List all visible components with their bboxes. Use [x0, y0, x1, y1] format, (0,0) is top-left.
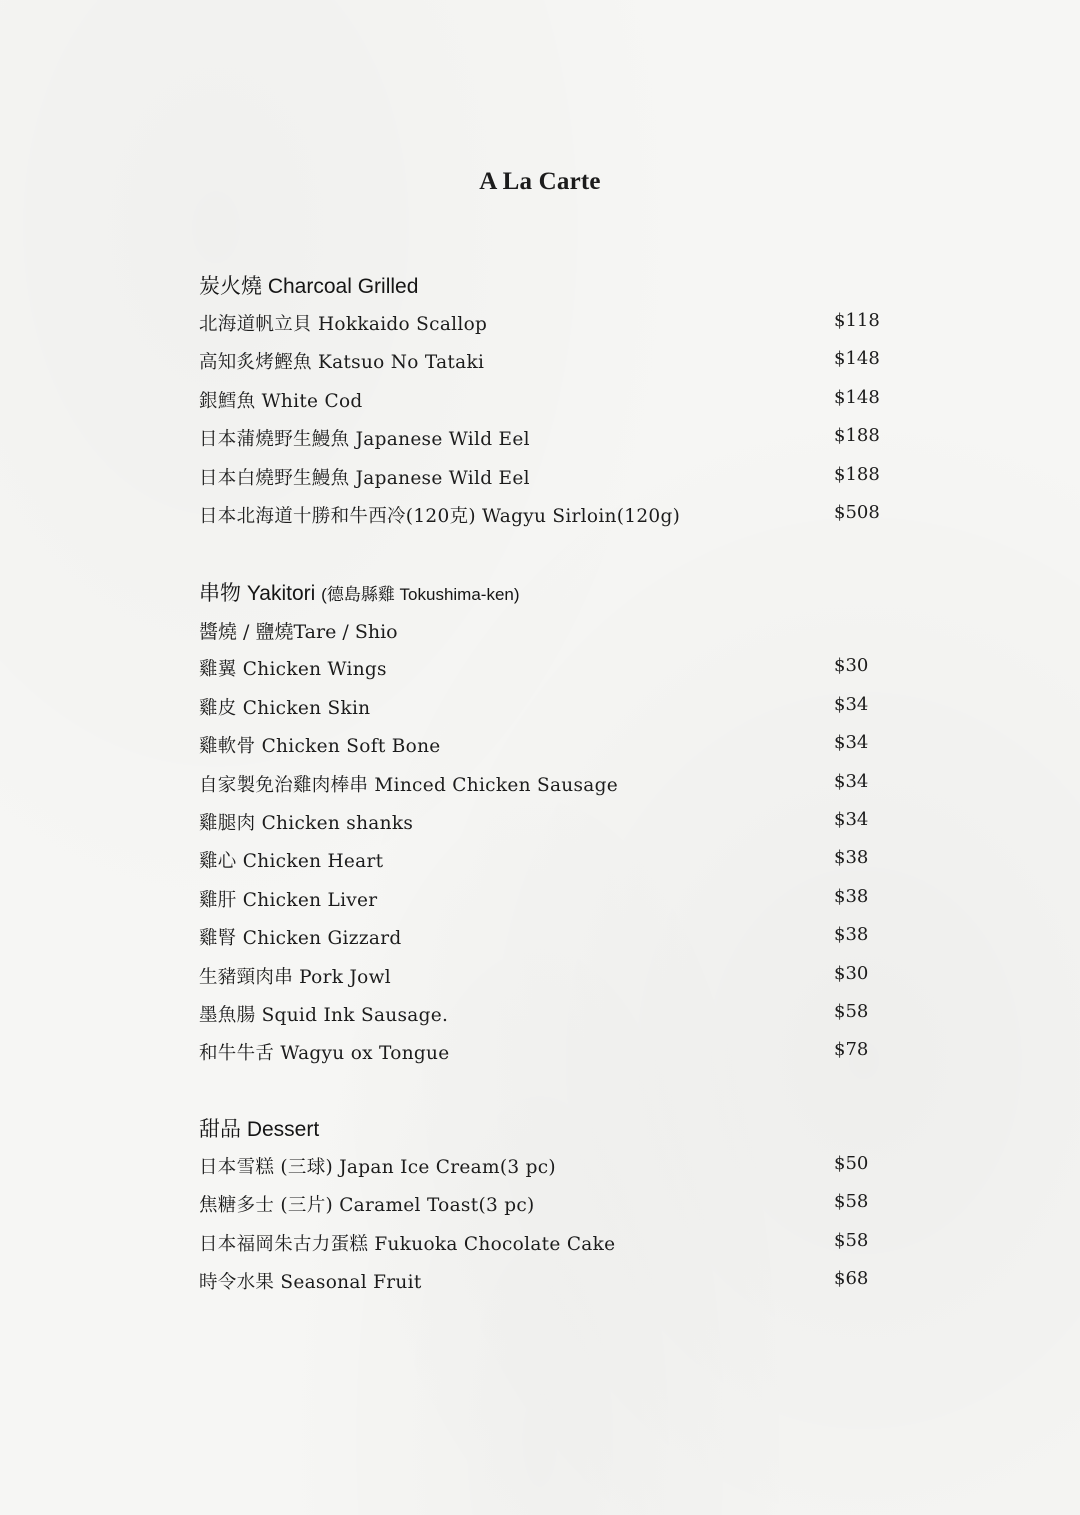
menu-item-name: 自家製免治雞肉棒串 Minced Chicken Sausage	[199, 774, 619, 796]
menu-item-name: 焦糖多士 (三片) Caramel Toast(3 pc)	[199, 1195, 535, 1217]
menu-item-price: $30	[834, 655, 869, 677]
menu-item	[199, 1035, 899, 1073]
menu-item-name: 雞翼 Chicken Wings	[199, 659, 387, 681]
menu-item-price: $34	[834, 808, 869, 830]
menu-item	[199, 344, 899, 382]
menu-item-name: 雞腿肉 Chicken shanks	[199, 812, 414, 834]
menu-item-price: $34	[834, 732, 869, 754]
menu-item-price: $78	[834, 1039, 869, 1061]
menu-item	[199, 460, 899, 498]
menu-item	[199, 1264, 899, 1302]
section-yakitori	[199, 575, 899, 1074]
menu-item-name: 日本白燒野生鰻魚 Japanese Wild Eel	[199, 467, 530, 489]
menu-item-price: $34	[834, 693, 869, 715]
menu-item	[199, 805, 899, 843]
menu-item-name: 日本福岡朱古力蛋糕 Fukuoka Chocolate Cake	[199, 1233, 616, 1255]
menu-item-name: 生豬頸肉串 Pork Jowl	[199, 966, 391, 988]
menu-item-name: 北海道帆立貝 Hokkaido Scallop	[199, 314, 488, 335]
menu-item	[199, 651, 899, 689]
menu-item-price: $34	[834, 770, 869, 792]
menu-item	[199, 690, 899, 728]
section-heading-sub: (德島縣雞 Tokushima-ken)	[321, 585, 520, 604]
menu-item	[199, 997, 899, 1035]
menu-item-price: $58	[834, 1191, 869, 1213]
menu-item-name: 雞肝 Chicken Liver	[199, 889, 378, 911]
section-heading: 炭火燒 Charcoal Grilled	[199, 275, 419, 298]
menu-item-name: 日本北海道十勝和牛西冷(120克) Wagyu Sirloin(120g)	[199, 505, 681, 527]
menu-item-price: $38	[834, 885, 869, 907]
menu-item-name: 雞皮 Chicken Skin	[199, 697, 371, 719]
menu-item	[199, 421, 899, 459]
menu-item-name: 雞腎 Chicken Gizzard	[199, 928, 402, 950]
menu-item-price: $58	[834, 1229, 869, 1251]
menu-item	[199, 1226, 899, 1264]
menu-item-name: 日本雪糕 (三球) Japan Ice Cream(3 pc)	[199, 1157, 556, 1178]
menu-item-price: $118	[834, 310, 880, 331]
menu-item	[199, 767, 899, 805]
menu-item-name: 墨魚腸 Squid Ink Sausage.	[199, 1004, 449, 1026]
menu-item-name: 雞軟骨 Chicken Soft Bone	[199, 736, 441, 758]
menu-item	[199, 920, 899, 958]
menu-item-name: 雞心 Chicken Heart	[199, 851, 384, 873]
page-title: A La Carte	[479, 168, 601, 195]
menu-item	[199, 1149, 899, 1187]
menu-item	[199, 843, 899, 881]
menu-item-name: 時令水果 Seasonal Fruit	[199, 1272, 422, 1294]
section-charcoal-grilled	[199, 268, 899, 536]
menu-item-price: $58	[834, 1000, 869, 1022]
menu-item	[199, 306, 899, 344]
menu-item	[199, 1187, 899, 1225]
menu-item-price: $38	[834, 847, 869, 869]
menu-item-price: $68	[834, 1268, 869, 1290]
menu-item	[199, 498, 899, 536]
menu-item-price: $148	[834, 386, 880, 408]
menu-item-name: 和牛牛舌 Wagyu ox Tongue	[199, 1043, 450, 1065]
menu-item-price: $188	[834, 425, 880, 447]
menu-item-price: $148	[834, 348, 880, 370]
menu-item-price: $38	[834, 924, 869, 946]
section-heading-main: 串物 Yakitori	[199, 582, 316, 605]
menu-item-name: 銀鱈魚 White Cod	[199, 390, 363, 412]
menu-item-name: 日本蒲燒野生鰻魚 Japanese Wild Eel	[199, 429, 530, 451]
section-note: 醬燒 / 鹽燒Tare / Shio	[199, 621, 398, 643]
menu-item	[199, 728, 899, 766]
section-heading	[199, 575, 899, 613]
section-heading: 甜品 Dessert	[199, 1118, 320, 1141]
menu-item	[199, 959, 899, 997]
menu-item-price: $50	[834, 1153, 869, 1174]
section-dessert	[199, 1111, 899, 1303]
menu-item-price: $30	[834, 962, 869, 984]
menu-item-name: 高知炙烤鰹魚 Katsuo No Tataki	[199, 352, 485, 374]
menu-item-price: $188	[834, 463, 880, 485]
menu-item	[199, 383, 899, 421]
menu-item-price: $508	[834, 501, 880, 523]
menu-item	[199, 882, 899, 920]
